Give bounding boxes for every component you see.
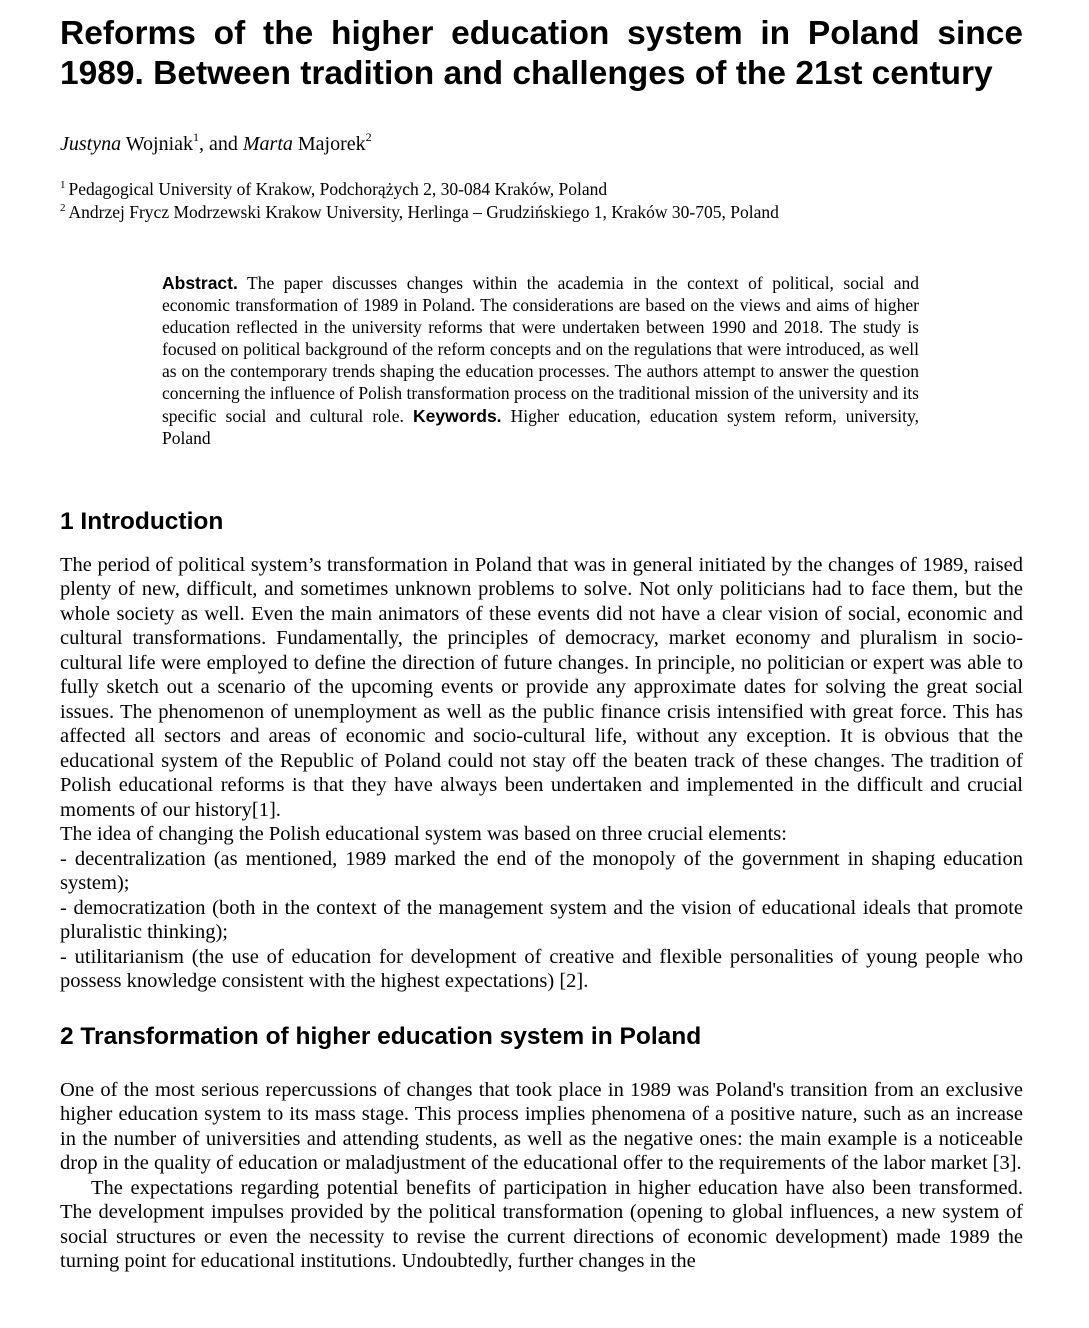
abstract-text: The paper discusses changes within the academia in the context of political, social and economic transformation of 1989 in Poland. The considerations are based on the views and aims of higher education reflected in the university reforms that were undertaken between 1990 and 2018. The study is focused on political background of the reform concepts and on the regulations that were introduced, as well as on the contemporary trends shaping the education processes. The authors attempt to answer the question concerning the influence of Polish transformation process on the traditional mission of the university and its specific social and cultural role. bbox=[162, 273, 919, 426]
keywords-text: Higher education, education system reform, university, Poland bbox=[162, 405, 920, 448]
abstract-label: Abstract. bbox=[162, 273, 238, 293]
author-2-affiliation-mark: 2 bbox=[365, 130, 372, 144]
affiliation-item bbox=[60, 178, 1023, 201]
list-item: - decentralization (as mentioned, 1989 marked the end of the monopoly of the government in shaping education system); bbox=[60, 847, 1023, 895]
affiliation-number: 1 bbox=[60, 179, 66, 191]
paragraph: One of the most serious repercussions of changes that took place in 1989 was Poland's transition from an exclusive higher education system to its mass stage. This process implies phenomena of a positive nature, such as an increase in the number of universities and attending students, as well as the negative ones: the main example is a noticeable drop in the quality of education or maladjustment of the educational offer to the requirements of the labor market [3]. bbox=[60, 1078, 1023, 1175]
author-1-first-name: Justyna bbox=[60, 133, 122, 155]
paper-page bbox=[60, 14, 1023, 1274]
paper-title: Reforms of the higher education system in Poland since 1989. Between tradition and challenges of the 21st century bbox=[60, 15, 1023, 92]
affiliation-text: Pedagogical University of Krakow, Podchorążych 2, 30-084 Kraków, Poland bbox=[68, 179, 608, 199]
affiliation-item bbox=[60, 201, 1023, 224]
section-1-body bbox=[60, 553, 1023, 994]
author-1-last-name: Wojniak bbox=[125, 133, 193, 155]
list-item: - utilitarianism (the use of education for development of creative and flexible personalities of young people who possess knowledge consistent with the highest expectations) [2]. bbox=[60, 945, 1023, 993]
abstract-block bbox=[162, 272, 919, 449]
author-separator: , and bbox=[199, 133, 238, 155]
affiliation-list bbox=[60, 178, 1023, 224]
list-item: - democratization (both in the context of the management system and the vision of educational ideals that promote pluralistic thinking); bbox=[60, 896, 1023, 944]
section-2-heading: 2 Transformation of higher education system in Poland bbox=[60, 1022, 702, 1050]
paragraph: The period of political system’s transformation in Poland that was in general initiated by the changes of 1989, raised plenty of new, difficult, and sometimes unknown problems to solve. Not only politicians had to face them, but the whole society as well. Even the main animators of these events did not have a clear vision of social, economic and cultural transformations. Fundamentally, the principles of democracy, market economy and pluralism in socio-cultural life were employed to define the direction of future changes. In principle, no politician or expert was able to fully sketch out a scenario of the upcoming events or provide any approximate dates for solving the great social issues. The phenomenon of unemployment as well as the public finance crisis intensified with great force. This has affected all sectors and areas of economic and socio-cultural life, without any exception. It is obvious that the educational system of the Republic of Poland could not stay off the beaten track of these changes. The tradition of Polish educational reforms is that they have always been undertaken and implemented in the difficult and crucial moments of our history[1]. bbox=[60, 553, 1023, 821]
author-1-affiliation-mark: 1 bbox=[193, 130, 199, 144]
paragraph: The expectations regarding potential benefits of participation in higher education have also been transformed. The development impulses provided by the political transformation (opening to global influences, a new system of social structures or even the necessity to revise the current directions of economic development) made 1989 the turning point for educational institutions. Undoubtedly, further changes in the bbox=[60, 1176, 1023, 1273]
section-1-heading: 1 Introduction bbox=[60, 507, 224, 535]
keywords-label: Keywords. bbox=[413, 405, 502, 426]
paragraph: The idea of changing the Polish educational system was based on three crucial elements: bbox=[60, 823, 787, 846]
affiliation-text: Andrzej Frycz Modrzewski Krakow University, Herlinga – Grudzińskiego 1, Kraków 30-705, Poland bbox=[68, 202, 779, 222]
section-2-body bbox=[60, 1078, 1023, 1274]
author-2-first-name: Marta bbox=[242, 133, 293, 155]
author-list bbox=[60, 132, 1023, 156]
author-2-last-name: Majorek bbox=[297, 133, 366, 155]
affiliation-number: 2 bbox=[60, 202, 66, 214]
